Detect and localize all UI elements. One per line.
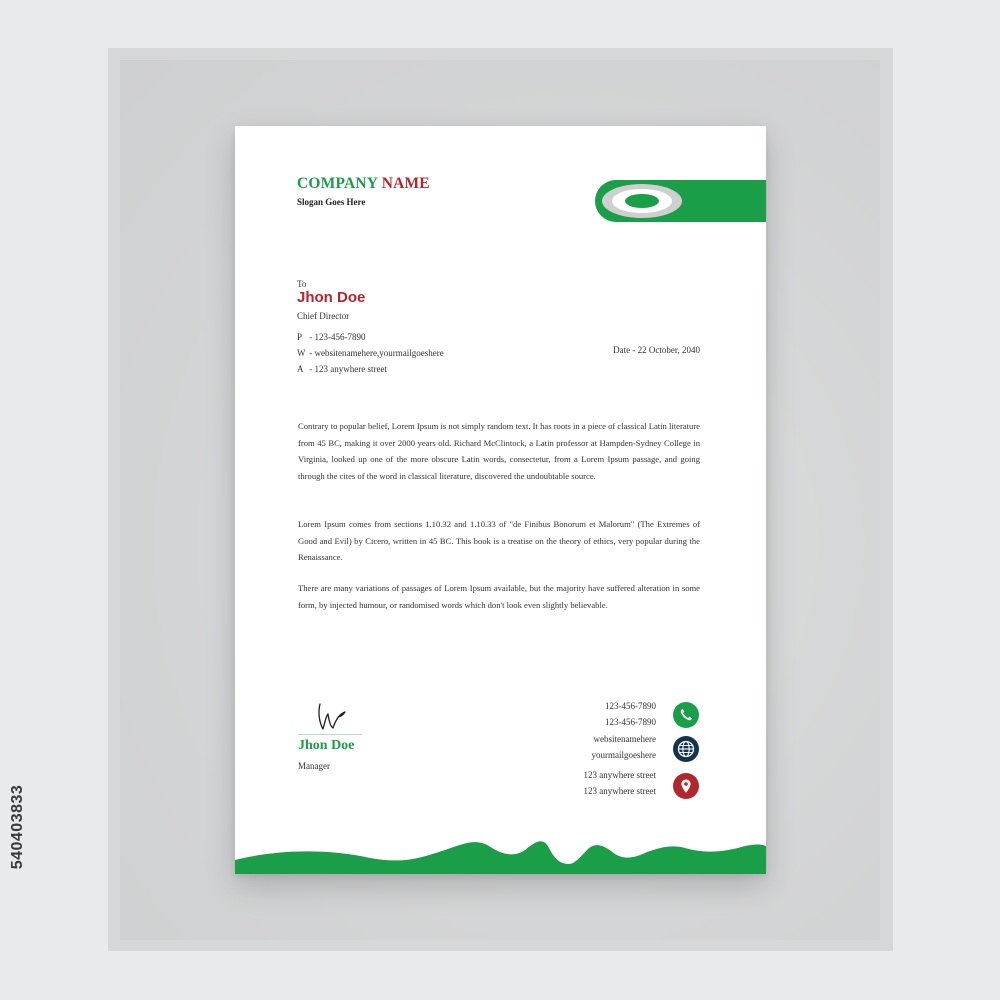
footer-address-2: 123 anywhere street bbox=[583, 786, 656, 796]
body-paragraph-1: Contrary to popular belief, Lorem Ipsum is not simply random text. It has roots in a piece of classical Latin literature from 45 BC, making it over 2000 years old. Richard McClintock, a Latin professor at Hampden-Sydney College in Virginia, looked up one of the more obscure Latin words, consectetur, from a Lorem Ipsum passage, and going through the cites of the word in classical literature, discovered the undoubtable source. bbox=[298, 421, 700, 481]
location-pin-icon bbox=[673, 773, 699, 799]
footer-web-2: yourmailgoeshere bbox=[591, 750, 656, 760]
letterhead-page bbox=[235, 126, 766, 874]
footer-web-1: websitenamehere bbox=[593, 734, 656, 744]
signature-rule bbox=[298, 734, 362, 735]
address-key: A bbox=[297, 364, 304, 374]
footer-phone-1: 123-456-7890 bbox=[605, 701, 656, 711]
phone-key: P bbox=[297, 332, 303, 342]
address-value: - 123 anywhere street bbox=[309, 364, 387, 374]
header-decoration bbox=[586, 180, 766, 222]
phone-icon bbox=[673, 702, 699, 728]
recipient-address bbox=[297, 364, 387, 374]
web-value: - websitenamehere,yourmailgoeshere bbox=[309, 348, 444, 358]
signer-name: Jhon Doe bbox=[298, 738, 355, 753]
footer-phone-2: 123-456-7890 bbox=[605, 717, 656, 727]
globe-icon bbox=[673, 736, 699, 762]
recipient-name: Jhon Doe bbox=[297, 289, 366, 306]
recipient-phone bbox=[297, 332, 366, 342]
handwritten-signature bbox=[315, 700, 349, 732]
company-name-part2: NAME bbox=[381, 175, 430, 192]
footer-address-1: 123 anywhere street bbox=[583, 770, 656, 780]
footer-wave bbox=[235, 834, 766, 874]
web-key: W bbox=[297, 348, 306, 358]
to-label: To bbox=[297, 279, 307, 289]
company-name-part1: COMPANY bbox=[297, 175, 378, 192]
company-slogan: Slogan Goes Here bbox=[297, 197, 366, 207]
company-name bbox=[297, 175, 430, 193]
recipient-title: Chief Director bbox=[297, 311, 350, 321]
body-paragraph-3: There are many variations of passages of Lorem Ipsum available, but the majority have suffered alteration in some form, by injected humour, or randomised words which don't look even slightly believable. bbox=[298, 583, 700, 610]
body-paragraph-2: Lorem Ipsum comes from sections 1.10.32 and 1.10.33 of "de Finibus Bonorum et Malorum" (The Extremes of Good and Evil) by Cicero, written in 45 BC. This book is a treatise on the theory of ethics, very popular during the Renaissance. bbox=[298, 519, 700, 563]
stock-id-strip bbox=[8, 758, 28, 898]
stock-id: 540403833 bbox=[9, 784, 26, 870]
recipient-web bbox=[297, 348, 444, 358]
letter-date: Date - 22 October, 2040 bbox=[613, 345, 700, 355]
signer-title: Manager bbox=[298, 761, 330, 771]
phone-value: - 123-456-7890 bbox=[309, 332, 366, 342]
